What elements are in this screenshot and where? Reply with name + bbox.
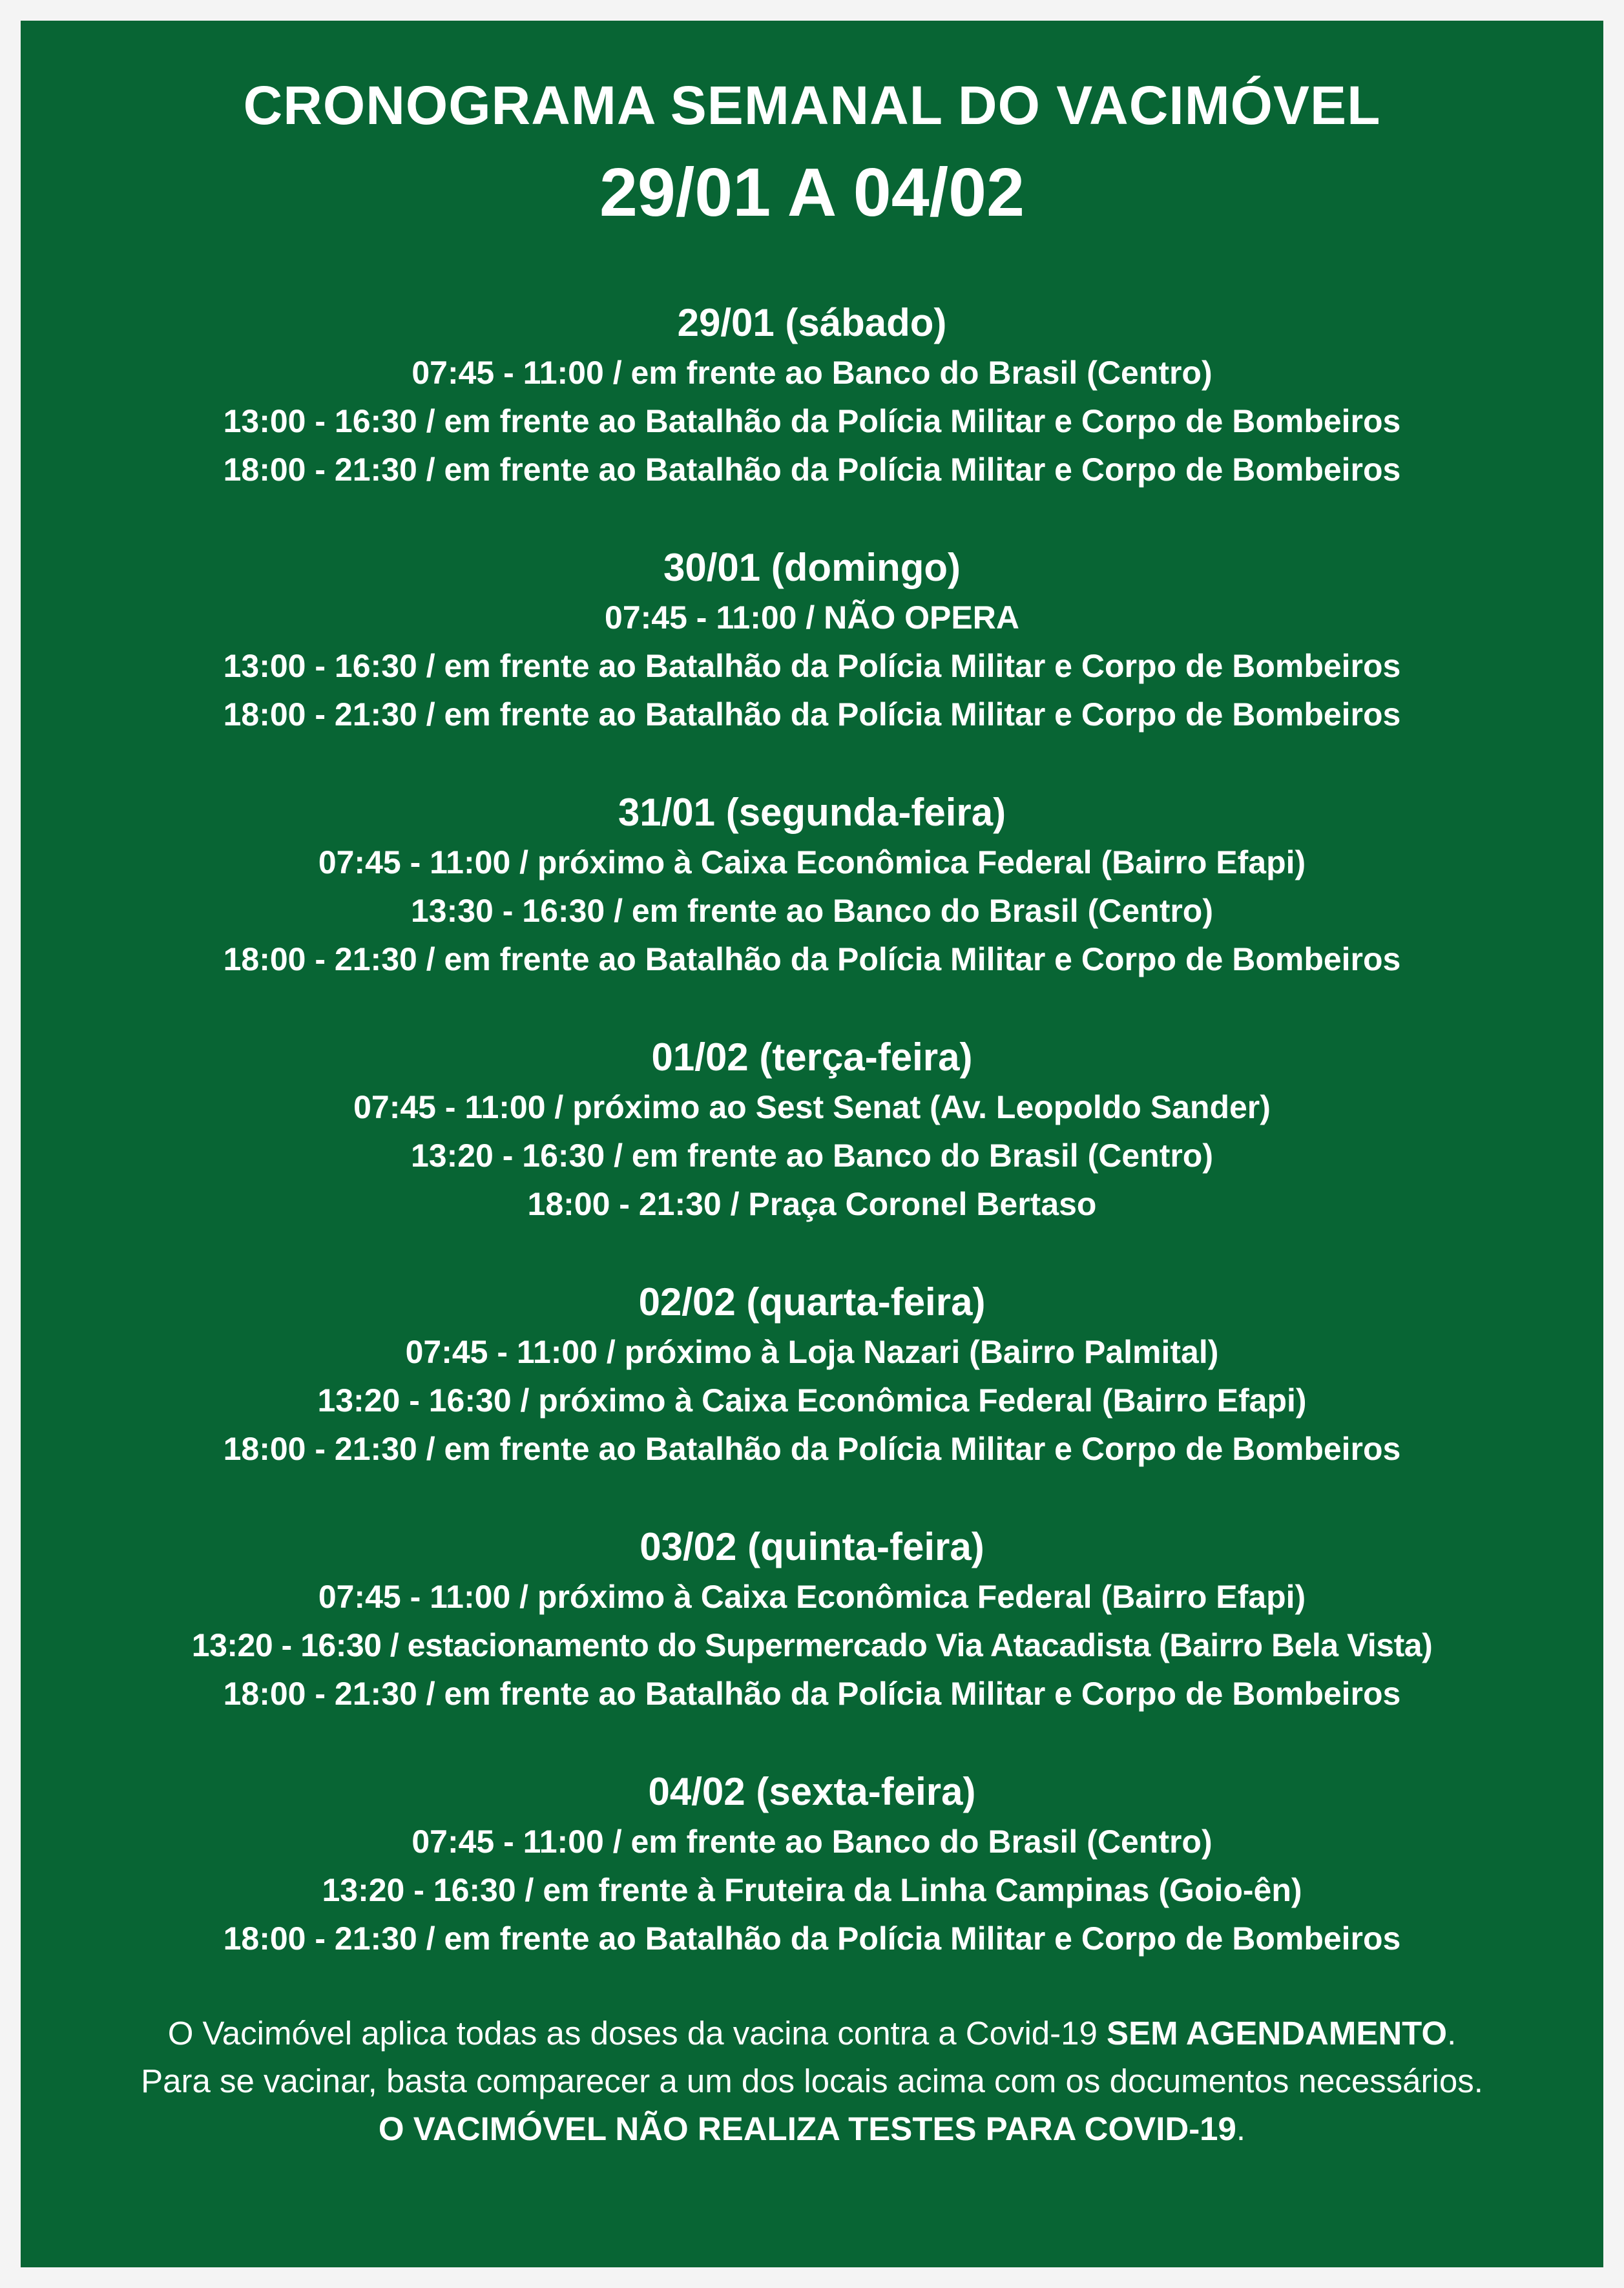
footer-line-2: Para se vacinar, basta comparecer a um dos locais acima com os documentos necessários. xyxy=(141,2063,1483,2099)
schedule-list xyxy=(21,297,1603,1963)
footer-line-1 xyxy=(21,2010,1603,2057)
day-block xyxy=(21,542,1603,739)
time-slot: 18:00 - 21:30 / Praça Coronel Bertaso xyxy=(527,1186,1097,1222)
time-slot: 18:00 - 21:30 / em frente ao Batalhão da Polícia Militar e Corpo de Bombeiros xyxy=(223,941,1401,977)
day-heading: 01/02 (terça-feira) xyxy=(651,1035,973,1079)
day-block xyxy=(21,1766,1603,1963)
day-block xyxy=(21,787,1603,984)
poster-title: CRONOGRAMA SEMANAL DO VACIMÓVEL xyxy=(243,75,1381,136)
time-slot: 13:20 - 16:30 / em frente à Fruteira da Linha Campinas (Goio-ên) xyxy=(322,1872,1302,1908)
time-slot: 07:45 - 11:00 / em frente ao Banco do Brasil (Centro) xyxy=(411,355,1213,391)
date-range: 29/01 A 04/02 xyxy=(599,154,1025,231)
time-slot: 18:00 - 21:30 / em frente ao Batalhão da Polícia Militar e Corpo de Bombeiros xyxy=(223,1676,1401,1712)
day-heading: 03/02 (quinta-feira) xyxy=(640,1525,984,1568)
time-slot: 13:20 - 16:30 / estacionamento do Supermercado Via Atacadista (Bairro Bela Vista) xyxy=(191,1627,1433,1663)
time-slot: 07:45 - 11:00 / em frente ao Banco do Brasil (Centro) xyxy=(411,1824,1213,1860)
day-heading: 02/02 (quarta-feira) xyxy=(638,1280,986,1324)
time-slot: 13:00 - 16:30 / em frente ao Batalhão da Polícia Militar e Corpo de Bombeiros xyxy=(223,403,1401,439)
day-heading: 31/01 (segunda-feira) xyxy=(618,791,1006,834)
time-slot: 13:30 - 16:30 / em frente ao Banco do Brasil (Centro) xyxy=(410,893,1214,929)
time-slot: 07:45 - 11:00 / NÃO OPERA xyxy=(605,599,1019,636)
no-testing-warning: O VACIMÓVEL NÃO REALIZA TESTES PARA COVID-19 xyxy=(378,2110,1236,2147)
no-appointment-emphasis: SEM AGENDAMENTO xyxy=(1107,2015,1448,2052)
time-slot: 07:45 - 11:00 / próximo à Loja Nazari (Bairro Palmital) xyxy=(405,1334,1219,1370)
time-slot: 07:45 - 11:00 / próximo à Caixa Econômica Federal (Bairro Efapi) xyxy=(318,844,1306,880)
footer-line-3 xyxy=(21,2105,1603,2153)
time-slot: 18:00 - 21:30 / em frente ao Batalhão da Polícia Militar e Corpo de Bombeiros xyxy=(223,452,1401,488)
time-slot: 18:00 - 21:30 / em frente ao Batalhão da Polícia Militar e Corpo de Bombeiros xyxy=(223,1431,1401,1467)
time-slot: 13:00 - 16:30 / em frente ao Batalhão da Polícia Militar e Corpo de Bombeiros xyxy=(223,648,1401,684)
day-heading: 30/01 (domingo) xyxy=(663,546,961,589)
footer-line-3-period: . xyxy=(1236,2110,1246,2147)
day-heading: 04/02 (sexta-feira) xyxy=(648,1770,976,1813)
day-block xyxy=(21,1032,1603,1229)
day-block xyxy=(21,297,1603,494)
day-block xyxy=(21,1276,1603,1473)
footer-line-1-text: O Vacimóvel aplica todas as doses da vacina contra a Covid-19 xyxy=(167,2015,1107,2052)
schedule-poster xyxy=(21,21,1603,2267)
time-slot: 07:45 - 11:00 / próximo à Caixa Econômica Federal (Bairro Efapi) xyxy=(318,1579,1306,1615)
time-slot: 13:20 - 16:30 / próximo à Caixa Econômica Federal (Bairro Efapi) xyxy=(317,1382,1307,1419)
time-slot: 13:20 - 16:30 / em frente ao Banco do Brasil (Centro) xyxy=(410,1138,1214,1174)
day-heading: 29/01 (sábado) xyxy=(677,301,947,344)
time-slot: 07:45 - 11:00 / próximo ao Sest Senat (Av. Leopoldo Sander) xyxy=(353,1089,1271,1125)
time-slot: 18:00 - 21:30 / em frente ao Batalhão da Polícia Militar e Corpo de Bombeiros xyxy=(223,1920,1401,1957)
day-block xyxy=(21,1521,1603,1718)
footer-line-1-period: . xyxy=(1447,2015,1457,2052)
time-slot: 18:00 - 21:30 / em frente ao Batalhão da Polícia Militar e Corpo de Bombeiros xyxy=(223,696,1401,733)
footer-notice xyxy=(21,2010,1603,2153)
